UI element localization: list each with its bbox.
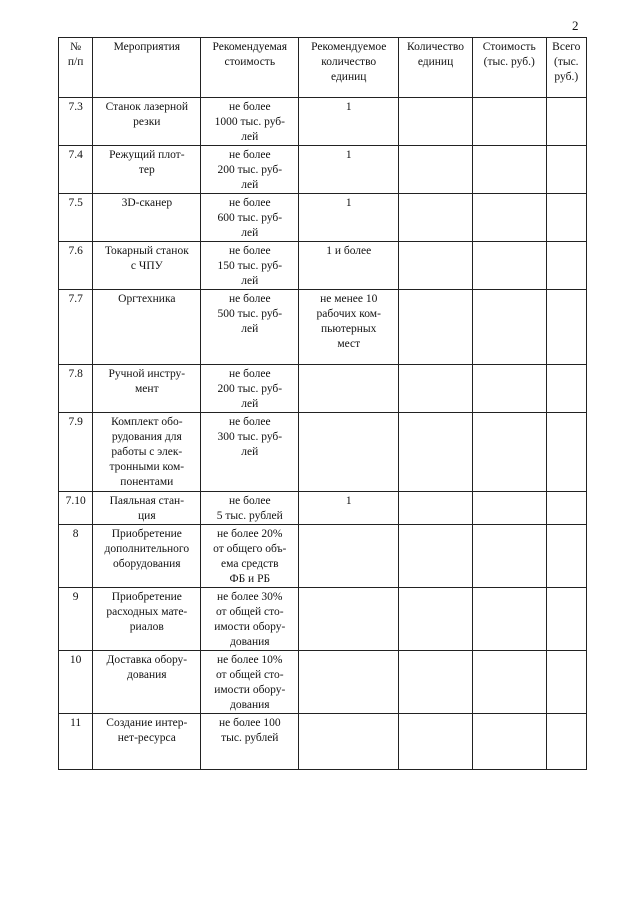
cell-text-cost: не более 1000 тыс. руб- лей bbox=[214, 101, 285, 143]
cell-price bbox=[472, 588, 546, 651]
cell-cost bbox=[201, 194, 299, 242]
cell-total bbox=[546, 290, 586, 365]
budget-table bbox=[58, 37, 587, 770]
cell-total bbox=[546, 413, 586, 492]
cell-text-num: 7.3 bbox=[68, 101, 83, 113]
cell-units bbox=[299, 194, 399, 242]
cell-text-cost: не более 20% от общего объ- ема средств ФБ и РБ bbox=[213, 528, 287, 585]
cell-text-cost: не более 150 тыс. руб- лей bbox=[217, 245, 283, 287]
cell-text-event: Паяльная стан- ция bbox=[109, 495, 185, 522]
cell-text-event: Оргтехника bbox=[118, 293, 176, 305]
cell-text-units: 1 bbox=[345, 197, 352, 209]
cell-cost bbox=[201, 290, 299, 365]
cell-units bbox=[299, 242, 399, 290]
cell-text-event: Приобретение расходных мате- риалов bbox=[106, 591, 188, 633]
cell-units bbox=[299, 413, 399, 492]
cell-units bbox=[299, 365, 399, 413]
cell-text-num: 7.4 bbox=[68, 149, 83, 161]
cell-price bbox=[472, 651, 546, 714]
cell-text-num: 8 bbox=[72, 528, 79, 540]
cell-event bbox=[93, 714, 201, 770]
header-cost: Рекомендуемая стоимость bbox=[201, 38, 299, 98]
cell-event bbox=[93, 413, 201, 492]
cell-cost bbox=[201, 651, 299, 714]
cell-price bbox=[472, 98, 546, 146]
table-row bbox=[59, 525, 587, 588]
table-row bbox=[59, 194, 587, 242]
cell-total bbox=[546, 242, 586, 290]
cell-text-num: 7.8 bbox=[68, 368, 83, 380]
table-body bbox=[59, 98, 587, 770]
cell-text-cost: не более 200 тыс. руб- лей bbox=[217, 149, 283, 191]
cell-cost bbox=[201, 242, 299, 290]
cell-qty bbox=[399, 242, 473, 290]
cell-event bbox=[93, 194, 201, 242]
cell-text-event: Ручной инстру- мент bbox=[108, 368, 186, 395]
table-row bbox=[59, 413, 587, 492]
cell-price bbox=[472, 194, 546, 242]
cell-price bbox=[472, 525, 546, 588]
cell-qty bbox=[399, 651, 473, 714]
cell-num bbox=[59, 194, 93, 242]
cell-text-cost: не более 30% от общей сто- имости обору- дования bbox=[214, 591, 286, 648]
cell-units bbox=[299, 146, 399, 194]
cell-units bbox=[299, 492, 399, 525]
cell-total bbox=[546, 525, 586, 588]
cell-price bbox=[472, 492, 546, 525]
cell-event bbox=[93, 146, 201, 194]
cell-qty bbox=[399, 194, 473, 242]
table-row bbox=[59, 714, 587, 770]
header-event: Мероприятия bbox=[93, 38, 201, 98]
header-num: № п/п bbox=[59, 38, 93, 98]
cell-price bbox=[472, 413, 546, 492]
table-row bbox=[59, 365, 587, 413]
cell-price bbox=[472, 242, 546, 290]
cell-num bbox=[59, 651, 93, 714]
cell-text-num: 7.10 bbox=[65, 495, 86, 507]
cell-event bbox=[93, 290, 201, 365]
cell-text-event: Приобретение дополнительного оборудования bbox=[104, 528, 190, 570]
cell-price bbox=[472, 290, 546, 365]
cell-total bbox=[546, 194, 586, 242]
cell-text-units: 1 bbox=[345, 495, 352, 507]
cell-cost bbox=[201, 525, 299, 588]
cell-price bbox=[472, 146, 546, 194]
cell-event bbox=[93, 525, 201, 588]
table-row bbox=[59, 98, 587, 146]
cell-cost bbox=[201, 365, 299, 413]
cell-units bbox=[299, 714, 399, 770]
cell-text-event: Режущий плот- тер bbox=[109, 149, 185, 176]
cell-qty bbox=[399, 365, 473, 413]
cell-qty bbox=[399, 588, 473, 651]
table-row bbox=[59, 242, 587, 290]
cell-qty bbox=[399, 413, 473, 492]
cell-units bbox=[299, 98, 399, 146]
page-number: 2 bbox=[572, 18, 579, 33]
cell-num bbox=[59, 290, 93, 365]
cell-total bbox=[546, 492, 586, 525]
cell-units bbox=[299, 588, 399, 651]
cell-num bbox=[59, 525, 93, 588]
cell-event bbox=[93, 492, 201, 525]
cell-qty bbox=[399, 714, 473, 770]
cell-text-units: 1 bbox=[345, 101, 352, 113]
table-row bbox=[59, 290, 587, 365]
cell-cost bbox=[201, 413, 299, 492]
cell-qty bbox=[399, 146, 473, 194]
cell-units bbox=[299, 290, 399, 365]
cell-qty bbox=[399, 98, 473, 146]
cell-text-event: Создание интер- нет-ресурса bbox=[106, 717, 188, 744]
cell-num bbox=[59, 146, 93, 194]
cell-total bbox=[546, 588, 586, 651]
cell-text-units: 1 и более bbox=[326, 245, 372, 257]
cell-event bbox=[93, 98, 201, 146]
cell-qty bbox=[399, 290, 473, 365]
cell-num bbox=[59, 242, 93, 290]
cell-text-event: Доставка обору- дования bbox=[106, 654, 188, 681]
cell-text-event: Комплект обо- рудования для работы с элек- тронными ком- понентами bbox=[109, 416, 185, 488]
cell-text-cost: не более 600 тыс. руб- лей bbox=[217, 197, 283, 239]
header-units: Рекомендуемое количество единиц bbox=[299, 38, 399, 98]
cell-price bbox=[472, 365, 546, 413]
cell-cost bbox=[201, 714, 299, 770]
cell-text-num: 11 bbox=[70, 717, 82, 729]
cell-text-num: 7.7 bbox=[68, 293, 83, 305]
cell-text-event: 3D-сканер bbox=[121, 197, 173, 209]
cell-num bbox=[59, 588, 93, 651]
cell-cost bbox=[201, 588, 299, 651]
cell-text-cost: не более 5 тыс. рублей bbox=[216, 495, 283, 522]
cell-cost bbox=[201, 146, 299, 194]
cell-total bbox=[546, 98, 586, 146]
cell-total bbox=[546, 714, 586, 770]
cell-text-num: 7.9 bbox=[68, 416, 83, 428]
cell-num bbox=[59, 714, 93, 770]
cell-units bbox=[299, 525, 399, 588]
cell-total bbox=[546, 365, 586, 413]
cell-text-num: 10 bbox=[69, 654, 82, 666]
cell-event bbox=[93, 588, 201, 651]
table-row bbox=[59, 492, 587, 525]
cell-num bbox=[59, 98, 93, 146]
table-header-row bbox=[59, 38, 587, 98]
header-qty: Количество единиц bbox=[399, 38, 473, 98]
cell-price bbox=[472, 714, 546, 770]
cell-text-event: Токарный станок с ЧПУ bbox=[104, 245, 189, 272]
cell-text-cost: не более 10% от общей сто- имости обору- дования bbox=[214, 654, 286, 711]
cell-text-num: 7.5 bbox=[68, 197, 83, 209]
cell-event bbox=[93, 365, 201, 413]
cell-num bbox=[59, 365, 93, 413]
table-row bbox=[59, 146, 587, 194]
cell-cost bbox=[201, 98, 299, 146]
table-row bbox=[59, 651, 587, 714]
cell-event bbox=[93, 242, 201, 290]
table-row bbox=[59, 588, 587, 651]
cell-text-cost: не более 200 тыс. руб- лей bbox=[217, 368, 283, 410]
header-price: Стоимость (тыс. руб.) bbox=[472, 38, 546, 98]
cell-total bbox=[546, 146, 586, 194]
cell-qty bbox=[399, 492, 473, 525]
cell-text-num: 9 bbox=[72, 591, 79, 603]
cell-text-event: Станок лазерной резки bbox=[105, 101, 189, 128]
cell-text-cost: не более 300 тыс. руб- лей bbox=[217, 416, 283, 458]
cell-units bbox=[299, 651, 399, 714]
cell-qty bbox=[399, 525, 473, 588]
cell-text-num: 7.6 bbox=[68, 245, 83, 257]
cell-num bbox=[59, 492, 93, 525]
cell-text-units: 1 bbox=[345, 149, 352, 161]
cell-event bbox=[93, 651, 201, 714]
cell-text-cost: не более 100 тыс. рублей bbox=[218, 717, 281, 744]
cell-cost bbox=[201, 492, 299, 525]
cell-text-cost: не более 500 тыс. руб- лей bbox=[217, 293, 283, 335]
cell-num bbox=[59, 413, 93, 492]
header-total: Всего (тыс. руб.) bbox=[546, 38, 586, 98]
cell-total bbox=[546, 651, 586, 714]
cell-text-units: не менее 10 рабочих ком- пьютерных мест bbox=[316, 293, 381, 350]
